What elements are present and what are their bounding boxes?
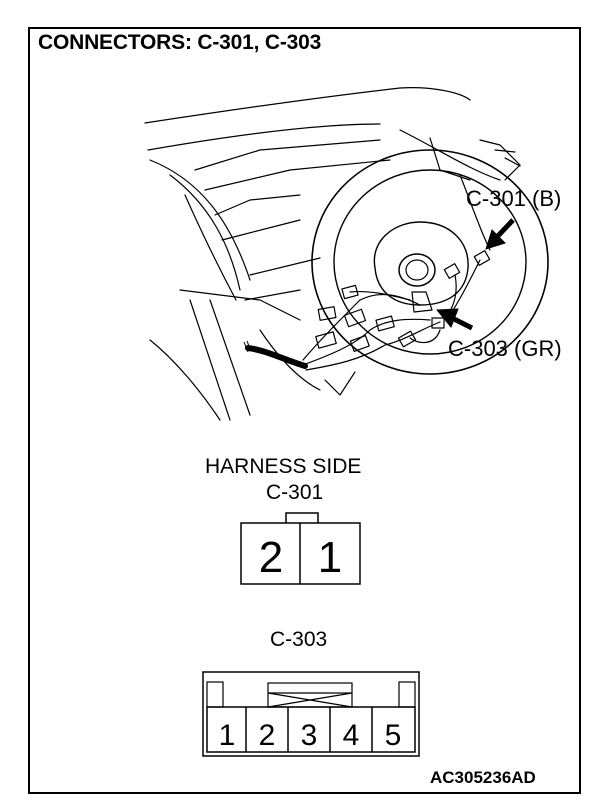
c303-pin-1: 1 (218, 719, 236, 752)
c303-connector-face (203, 672, 419, 756)
c301-arrow-shaft (496, 220, 513, 238)
c303-arrow-shaft (452, 318, 472, 328)
c303-pin-4: 4 (342, 719, 360, 752)
wire-harness-tube (248, 348, 305, 366)
c303-left-tab (207, 682, 223, 707)
c303-pin-5: 5 (384, 719, 402, 752)
c303-right-tab (399, 682, 415, 707)
c303-pin-2: 2 (258, 719, 276, 752)
c301-pin-2: 2 (258, 533, 284, 582)
c303-connector-label: C-303 (270, 628, 328, 651)
figure-title: CONNECTORS: C-301, C-303 (38, 31, 322, 54)
c301-callout-label: C-301 (B) (466, 186, 562, 211)
steering-hub (399, 254, 435, 286)
figure-code: AC305236AD (430, 768, 536, 787)
dash-top-line (145, 88, 470, 123)
harness-side-label: HARNESS SIDE (205, 455, 362, 478)
dash-line-2 (148, 124, 380, 150)
c301-pin-1: 1 (317, 533, 343, 582)
c303-callout-label: C-303 (GR) (448, 336, 562, 361)
c303-pin-3: 3 (300, 719, 318, 752)
c301-connector-face (241, 513, 360, 584)
c301-connector-label: C-301 (266, 481, 324, 504)
